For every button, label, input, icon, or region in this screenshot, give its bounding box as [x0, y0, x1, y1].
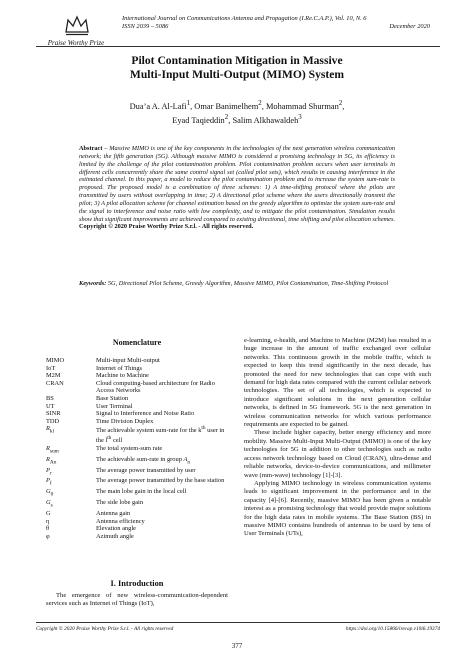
footer-copyright: Copyright © 2020 Praise Worthy Prize S.r.l. - All rights reserved — [36, 626, 174, 632]
nomenclature-definition: The achievable sum-rate in group $A_n$ — [96, 455, 191, 465]
nomenclature-row — [46, 395, 228, 403]
keywords-body: 5G, Directional Pilot Scheme, Greedy Algorithm, Massive MIMO, Pilot Contamination, Time-Shifting Protocol — [106, 280, 389, 287]
nomenclature-definition: Machine to Machine — [96, 372, 149, 380]
intro-paragraph — [46, 592, 228, 609]
nomenclature-symbol: θ — [46, 525, 50, 533]
body-paragraph: Applying MIMO technology in wireless communication systems leads to significant improvement in the performance and in the capacity [4]-[6]. Recently, massive MIMO has been given a notable interest as a promising technology that would provide major solutions for the high data rates in mobile systems. The Base Station (BS) in massive MIMO contains hundreds of antennas to be used by tens of User Terminals (UTs), — [244, 479, 431, 538]
issn: ISSN 2039 – 5086 — [122, 23, 169, 30]
crown-icon — [64, 14, 90, 36]
affiliation-mark: 2 — [258, 99, 262, 107]
nomenclature-row — [46, 510, 228, 518]
nomenclature-symbol: $G_0$ — [46, 488, 54, 498]
nomenclature-definition: The average power transmitted by user — [96, 466, 196, 474]
keywords-label: Keywords: — [79, 280, 107, 287]
nomenclature-row — [46, 372, 228, 380]
nomenclature-row — [46, 488, 228, 499]
nomenclature-symbol: $P_r$ — [46, 466, 52, 476]
nomenclature-definition: Time Division Duplex — [96, 417, 154, 425]
page-footer — [36, 626, 440, 632]
nomenclature-definition: Internet of Things — [96, 364, 143, 372]
nomenclature-row — [46, 467, 228, 478]
nomenclature-symbol: G — [46, 510, 51, 518]
author-line: Dua’a A. Al-Lafi$^1$, Omar Banimelhem$^2$, Mohammad Shurman$^2$, — [129, 99, 345, 111]
nomenclature-definition: Antenna efficiency — [96, 517, 145, 525]
nomenclature-symbol: M2M — [46, 372, 61, 380]
affiliation-mark: 2 — [338, 99, 343, 107]
nomenclature-row — [46, 403, 228, 411]
title-line: Pilot Contamination Mitigation in Massive — [131, 54, 343, 67]
nomenclature-definition: Base Station — [96, 394, 129, 402]
nomenclature-definition: The main lobe gain in the local cell — [96, 488, 187, 496]
nomenclature-definition: The total system-sum rate — [96, 444, 163, 452]
nomenclature-row — [46, 525, 228, 533]
author-line: Eyad Taqieddin$^2$, Salim Alkhawaldeh$^3$ — [172, 113, 302, 126]
author-list — [60, 98, 414, 127]
author-name: Salim Alkhawaldeh — [232, 116, 299, 126]
issue-date: December 2020 — [389, 23, 430, 30]
nomenclature-row — [46, 499, 228, 510]
journal-header — [122, 15, 430, 31]
body-paragraph: e-learning, e-health, and Machine to Machine (M2M) has resulted in a huge increase in the amount of traffic exchanged over cellular networks. This continuous growth in the mobile traffic, which is expected to keep this trend significantly in the next decade, has promoted the need for new technologies that can cope with such demand for high data rates compared with the current cellular network technologies. The set of all technologies, which is expected to introduce significant solutions in the next generation cellular networks, is defined in 5G framework. 5G is the next generation in wireless communication networks for which various performance requirements are expected to be gained. — [244, 337, 431, 429]
nomenclature-symbol: η — [46, 517, 50, 525]
nomenclature-definition: User Terminal — [96, 402, 133, 410]
affiliation-mark: 3 — [298, 113, 302, 122]
body-paragraph: These include higher capacity, better energy efficiency and more mobility. Massive Multi-Input Multi-Output (MIMO) is one of the key technologies for 5G in addition to other technologies such as radio access network technology based on Cloud (CRAN), ultra-dense and reliable networks, device-to-device communications, and millimeter wave (mm-wave) technology [1]-[3]. — [244, 429, 431, 479]
nomenclature-row — [46, 410, 228, 418]
footer-divider — [36, 622, 440, 623]
nomenclature-section — [46, 338, 228, 540]
nomenclature-definition: Antenna gain — [96, 510, 131, 518]
publisher-logo — [36, 14, 116, 54]
section-heading: I. Introduction — [110, 579, 164, 588]
nomenclature-symbol: SINR — [46, 410, 61, 418]
nomenclature-title: Nomenclature — [112, 338, 162, 347]
nomenclature-symbol: TDD — [46, 417, 60, 425]
author-name: Dua’a A. Al-Lafi — [129, 101, 187, 111]
nomenclature-symbol: $R_{kl}$ — [46, 425, 55, 435]
author-name: Mohammad Shurman — [265, 101, 339, 111]
page-number: 377 — [231, 642, 243, 650]
intro-right-column — [244, 337, 431, 539]
nomenclature-row — [46, 533, 228, 541]
affiliation-mark: 2 — [224, 113, 229, 122]
nomenclature-row — [46, 425, 228, 444]
nomenclature-definition: Multi-input Multi-output — [96, 357, 160, 364]
title-line: Multi-Input Multi-Output (MIMO) System — [129, 68, 345, 81]
nomenclature-symbol: φ — [46, 532, 50, 540]
nomenclature-symbol: UT — [46, 402, 55, 410]
intro-text: The emergence of new wireless-communication-dependent services such as Internet of Things (IoT), — [46, 592, 228, 608]
nomenclature-row — [46, 456, 228, 467]
abstract-body: – Massive MIMO is one of the key components in the technologies of the next generation wireless communication network; the fifth generation (5G). Although massive MIMO is considered a promising technology in 5G, its efficiency is limited by the challenge of the pilot contamination problem. Pilot contamination problem occurs when user terminals in different cells concurrently share the same control signal set (called pilot sets), which results in causing interference in the estimated channel. In this paper, a model to reduce the pilot contamination problem and to increase the system sum-rate is proposed. The proposed model is a combination of three schemes: 1) A time-shifting protocol where the pilots are transmitted by users without overlapping in time; 2) A directional pilot scheme where the users directionally transmit the pilot; 3) A pilot allocation scheme for channel estimation based on the greedy algorithm to optimize the system sum-rate and the signal to interference and noise ratio with low complexity, and to mitigate the pilot contamination. Simulation results show that significant improvements are achieved compared to existing directional, time shifting and pilot allocation schemes. — [79, 145, 395, 223]
nomenclature-definition: Elevation angle — [96, 525, 136, 533]
nomenclature-symbol: $R_{An}$ — [46, 455, 57, 465]
nomenclature-symbol: $R_{sum}$ — [46, 444, 59, 455]
author-name: Omar Banimelhem — [194, 101, 259, 111]
nomenclature-definition: The achievable system sum-rate for the $k^{th}$ user in the $l^{th}$ cell — [96, 425, 225, 445]
nomenclature-symbol: IoT — [46, 364, 56, 372]
nomenclature-symbol: $G_s$ — [46, 499, 53, 509]
nomenclature-definition: Signal to Interference and Noise Ratio — [96, 410, 195, 418]
nomenclature-row — [46, 357, 228, 365]
nomenclature-definition: Azimuth angle — [96, 532, 134, 540]
nomenclature-row — [46, 445, 228, 456]
nomenclature-row — [46, 380, 228, 395]
author-name: Eyad Taqieddin — [172, 116, 225, 126]
paper-title — [60, 54, 414, 82]
journal-name: International Journal on Communications Antenna and Propagation (I.Re.C.A.P.), Vol. 10, N. 6 — [122, 15, 367, 22]
nomenclature-symbol: CRAN — [46, 379, 64, 387]
abstract — [79, 145, 395, 231]
abstract-copyright: Copyright © 2020 Praise Worthy Prize S.r.l. - All rights reserved. — [79, 223, 254, 231]
nomenclature-row — [46, 418, 228, 426]
nomenclature-symbol: BS — [46, 394, 54, 402]
nomenclature-definition: The average power transmitted by the base station — [96, 477, 225, 485]
nomenclature-row — [46, 477, 228, 488]
doi-link[interactable]: https://doi.org/10.15866/irecap.v10i6.19374 — [345, 626, 440, 632]
nomenclature-list — [46, 357, 228, 540]
nomenclature-definition: Cloud computing-based architecture for Radio Access Networks — [96, 379, 215, 395]
nomenclature-row — [46, 365, 228, 373]
nomenclature-row — [46, 518, 228, 526]
nomenclature-symbol: $P_f$ — [46, 477, 52, 487]
keywords — [79, 280, 395, 288]
abstract-label: Abstract — [79, 145, 103, 152]
nomenclature-symbol: MIMO — [46, 357, 65, 364]
logo-text: Praise Worthy Prize — [47, 39, 105, 47]
nomenclature-definition: The side lobe gain — [96, 499, 144, 507]
header-divider — [36, 46, 440, 47]
affiliation-mark: 1 — [186, 99, 191, 107]
